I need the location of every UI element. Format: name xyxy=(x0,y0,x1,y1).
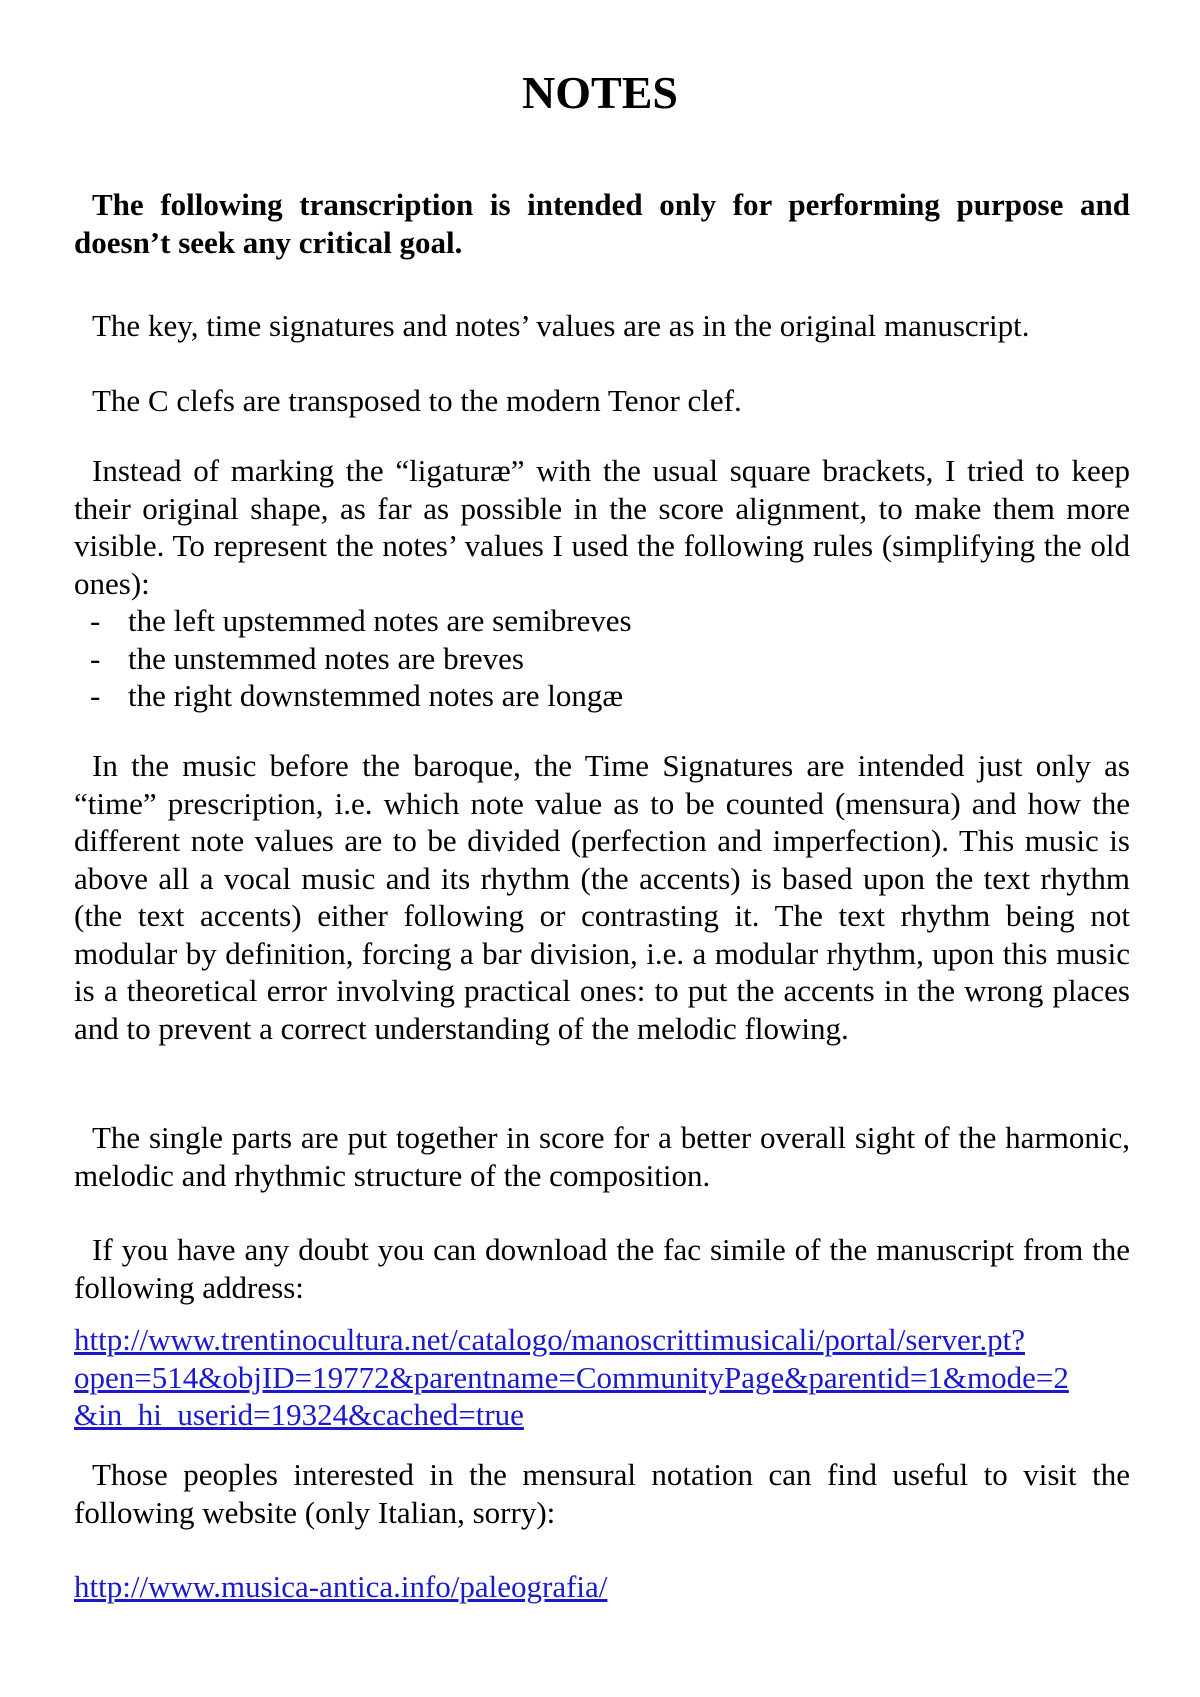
dash-bullet: - xyxy=(90,640,101,676)
list-item xyxy=(90,677,1130,715)
rules-list xyxy=(90,602,1130,715)
dash-bullet: - xyxy=(90,603,101,638)
manuscript-link-line-2: open=514&objID=19772&parentname=CommunityPage&parentid=1&mode=2 xyxy=(74,1359,1069,1395)
list-item xyxy=(90,640,1130,678)
score-text: The single parts are put together in score for a better overall sight of the harmonic, melodic and rhythmic structure of the composition. xyxy=(74,1120,1130,1193)
disclaimer-text: The following transcription is intended only for performing purpose and doesn’t seek any critical goal. xyxy=(74,187,1130,260)
rule-text: the left upstemmed notes are semibreves xyxy=(128,603,632,638)
ligatures-text: Instead of marking the “ligaturæ” with the usual square brackets, I tried to keep their original shape, as far as possible in the score alignment, to make them more visible. To represent the notes’ values I used the following rules (simplifying the old ones): xyxy=(74,453,1130,601)
manuscript-link-line-3: &in_hi_userid=19324&cached=true xyxy=(74,1397,524,1432)
page-title: NOTES xyxy=(522,67,678,118)
mensural-text: Those peoples interested in the mensural notation can find useful to visit the following website (only Italian, sorry): xyxy=(74,1457,1130,1530)
time-signatures-text: In the music before the baroque, the Time Signatures are intended just only as “time” prescription, i.e. which note value as to be counted (mensura) and how the different note values are to be divided (perfection and imperfection). This music is above all a vocal music and its rhythm (the accents) is based upon the text rhythm (the text accents) either following or contrasting it. The text rhythm being not modular by definition, forcing a bar division, i.e. a modular rhythm, upon this music is a theoretical error involving practical ones: to put the accents in the wrong places and to prevent a correct understanding of the melodic flowing. xyxy=(74,748,1130,1046)
paleografia-link[interactable]: http://www.musica-antica.info/paleografia/ xyxy=(74,1569,608,1604)
list-item xyxy=(90,602,1130,640)
key-paragraph xyxy=(74,307,1130,345)
clefs-paragraph xyxy=(74,382,1130,420)
clefs-text: The C clefs are transposed to the modern Tenor clef. xyxy=(92,383,742,418)
key-text: The key, time signatures and notes’ values are as in the original manuscript. xyxy=(92,308,1030,343)
rule-text: the unstemmed notes are breves xyxy=(128,640,524,676)
disclaimer-paragraph xyxy=(74,186,1130,261)
rule-text: the right downstemmed notes are longæ xyxy=(128,678,624,713)
download-text: If you have any doubt you can download the fac simile of the manuscript from the following address: xyxy=(74,1232,1130,1305)
manuscript-link[interactable] xyxy=(74,1321,1134,1434)
ligatures-paragraph xyxy=(74,452,1130,602)
time-signatures-paragraph xyxy=(74,747,1130,1047)
download-paragraph xyxy=(74,1231,1130,1306)
score-paragraph xyxy=(74,1119,1130,1194)
manuscript-link-line-1: http://www.trentinocultura.net/catalogo/manoscrittimusicali/portal/server.pt? xyxy=(74,1322,1025,1357)
dash-bullet: - xyxy=(90,678,101,713)
mensural-paragraph xyxy=(74,1456,1130,1531)
